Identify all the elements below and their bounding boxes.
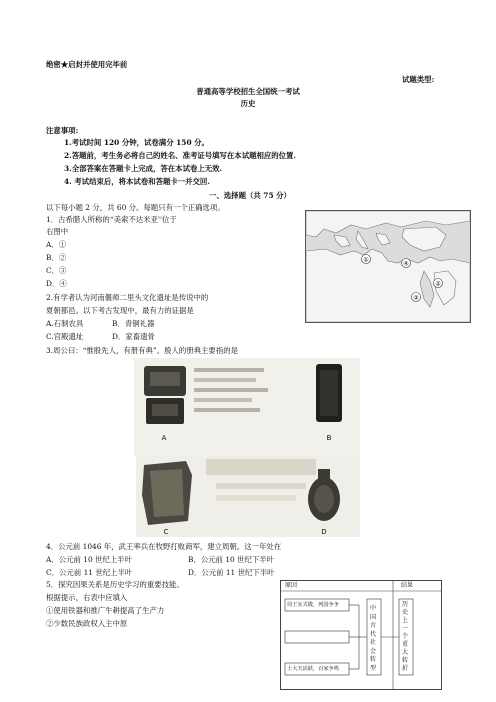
secret-mark: 绝密★启封并使用完毕前 [46, 60, 128, 69]
q1-option-d: D．④ [46, 279, 67, 288]
q5-stem-cont: 根据提示，右表中应填入 [46, 593, 128, 602]
notice-item-1: 1.考试时间 120 分钟，试卷满分 150 分。 [64, 138, 209, 147]
q5-stem: 5．探究因果关系是历史学习的重要技能。 [46, 580, 184, 589]
table-header-result: 结果 [401, 582, 414, 589]
q3-photo-panel-ab [134, 358, 360, 456]
map-label-1: ① [363, 256, 369, 264]
notice-heading: 注意事项: [46, 126, 79, 135]
q3-stem: 3.周公曰：“惟殷先人，有册有典”。殷人的册典主要指的是 [46, 346, 238, 355]
section-intro: 以下每小题 2 分，共 60 分。每题只有一个正确选项。 [46, 203, 225, 212]
table-cause-1: 周王室式微，列国争争 [287, 602, 339, 608]
q4-option-a: A．公元前 10 世纪上半叶 [46, 555, 132, 564]
q2-option-d: D．家畜遗骨 [112, 332, 155, 341]
map-label-3: ③ [413, 294, 419, 302]
q2-stem-cont: 夏朝都邑。以下考古发现中，最有力的证据是 [46, 306, 194, 315]
artifact-photos-ab [134, 358, 360, 456]
map-label-4: ④ [403, 260, 409, 268]
table-cause-3: 士大夫活跃，百家争鸣 [287, 666, 339, 672]
q3-photo-panel-cd [136, 455, 360, 537]
q3-label-c: C [163, 528, 169, 536]
q4-option-b: B．公元前 10 世纪下半叶 [188, 555, 275, 564]
q2-option-a: A.石制农具 [46, 319, 84, 328]
q5-choice-1: ①使用铁器和推广牛耕提高了生产力 [46, 606, 165, 615]
section-title: 一、选择题（共 75 分） [209, 191, 291, 200]
notice-item-4: 4. 考试结束后，将本试卷和答题卡一并交回. [64, 177, 210, 186]
notice-item-2: 2.答题前，考生务必将自己的姓名、准考证号填写在本试题相应的位置. [64, 151, 297, 160]
map-label-2: ② [435, 280, 441, 288]
q1-stem-cont: 右图中 [46, 227, 69, 236]
q5-choice-2: ②少数民族政权入主中原 [46, 619, 128, 628]
notice-item-3: 3.全部答案在答题卡上完成，答在本试卷上无效. [64, 164, 223, 173]
q3-label-b: B [326, 434, 332, 442]
artifact-photos-cd [136, 455, 360, 537]
q1-option-a: A．① [46, 240, 67, 249]
table-header-cause: 原因 [285, 582, 298, 589]
q5-cause-effect-table [280, 580, 442, 690]
q3-label-a: A [161, 434, 167, 442]
q1-option-c: C．③ [46, 266, 67, 275]
q2-option-c: C.宫殿遗址 [46, 332, 84, 341]
q4-option-c: C．公元前 11 世纪上半叶 [46, 568, 133, 577]
q4-stem: 4．公元前 1046 年，武王率兵在牧野打败商军，建立周朝。这一年处在 [46, 542, 282, 551]
q4-option-d: D．公元前 11 世纪下半叶 [188, 568, 275, 577]
table-right-vertical: 历史上一个重大转折 [402, 601, 409, 672]
q2-option-b: B．青铜礼器 [112, 319, 155, 328]
exam-type-label: 试题类型: [402, 75, 435, 84]
q2-stem: 2.有学者认为河南偃师二里头文化遗址是传说中的 [46, 293, 209, 302]
subject-title: 历史 [240, 99, 256, 108]
table-mid-vertical: 中国古代社会转型 [370, 605, 377, 672]
q1-option-b: B．② [46, 253, 67, 262]
q3-label-d: D [321, 528, 327, 536]
exam-title: 普通高等学校招生全国统一考试 [196, 87, 300, 96]
map-drawing [306, 211, 470, 322]
mediterranean-map [305, 210, 471, 323]
q1-stem: 1．古希腊人所称的“美索不达米亚''位于 [46, 215, 177, 224]
